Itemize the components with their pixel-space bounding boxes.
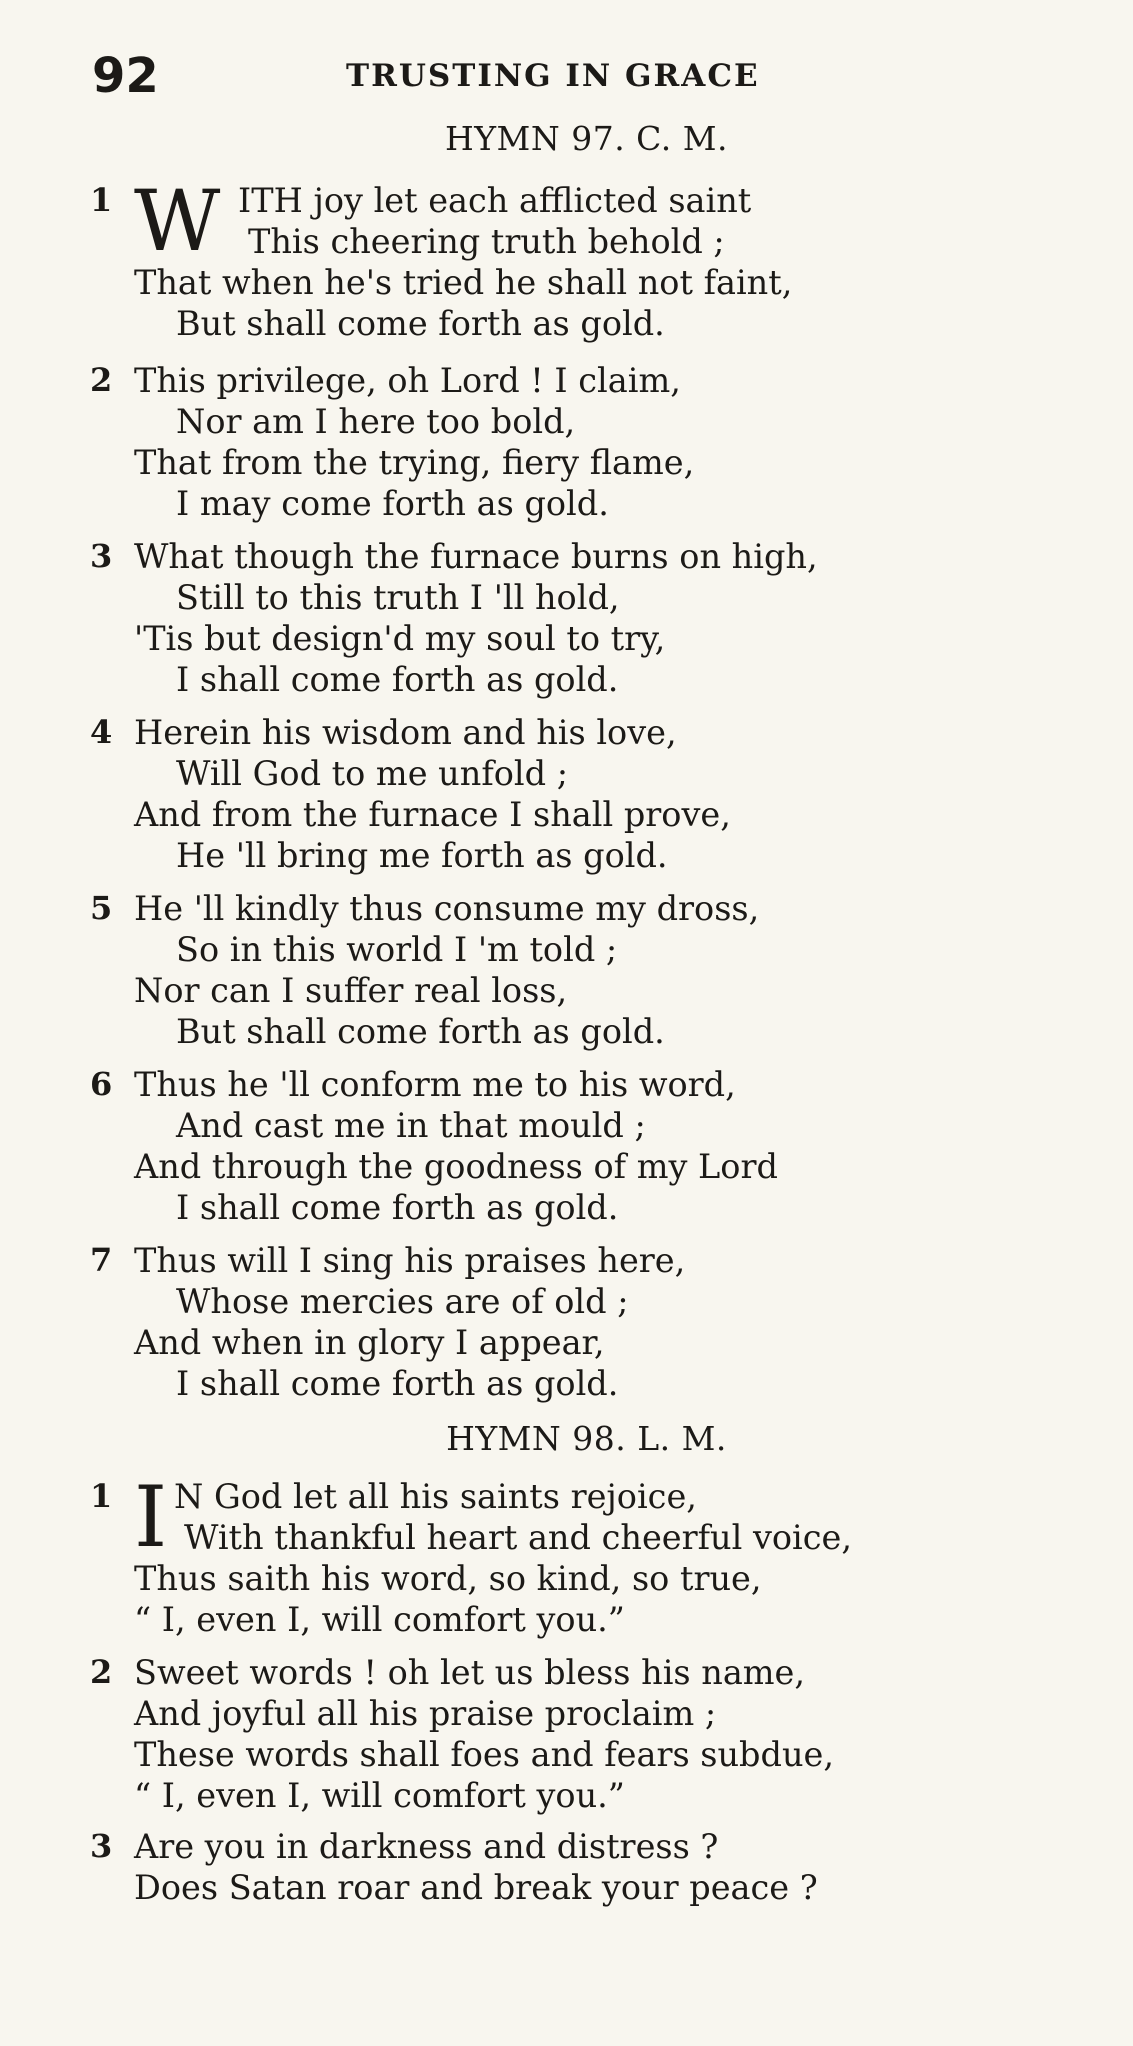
verse-line: He 'll bring me forth as gold. [176,836,668,875]
verse-line: And through the goodness of my Lord [134,1147,778,1186]
verse-line: “ I, even I, will comfort you.” [134,1600,625,1639]
verse-line: This privilege, oh Lord ! I claim, [134,361,681,400]
verse-line: That when he's tried he shall not faint, [134,263,793,302]
verse-line: Still to this truth I 'll hold, [176,578,620,617]
verse-line: I shall come forth as gold. [176,1188,619,1227]
verse-line: Does Satan roar and break your peace ? [134,1868,818,1907]
hymn-98-heading: HYMN 98. L. M. [446,1419,727,1458]
verse-number: 3 [90,537,113,575]
verse-number: 5 [90,889,113,927]
verse-line: With thankful heart and cheerful voice, [184,1518,852,1557]
verse-number: 2 [90,361,113,399]
verse-number: 1 [90,181,113,219]
verse-number: 6 [90,1065,113,1103]
page-number: 92 [92,48,159,104]
verse-line: That from the trying, fiery flame, [134,443,695,482]
verse-line: But shall come forth as gold. [176,1012,665,1051]
verse-line: Thus will I sing his praises here, [134,1241,686,1280]
verse-line: “ I, even I, will comfort you.” [134,1776,625,1815]
drop-cap: W [134,172,221,270]
verse-line: These words shall foes and fears subdue, [134,1735,834,1774]
verse-number: 3 [90,1827,113,1865]
verse-line: Thus saith his word, so kind, so true, [134,1559,762,1598]
verse-line: And from the furnace I shall prove, [134,795,731,834]
verse-line: Will God to me unfold ; [176,754,568,793]
verse-line: ITH joy let each afflicted saint [238,181,752,220]
verse-line: He 'll kindly thus consume my dross, [134,889,760,928]
verse-number: 2 [90,1653,113,1691]
verse-line: Thus he 'll conform me to his word, [134,1065,736,1104]
verse-line: What though the furnace burns on high, [134,537,818,576]
verse-number: 7 [90,1241,113,1279]
verse-line: But shall come forth as gold. [176,304,665,343]
verse-line: Are you in darkness and distress ? [134,1827,719,1866]
verse-line: 'Tis but design'd my soul to try, [134,619,666,658]
verse-line: And joyful all his praise proclaim ; [134,1694,717,1733]
verse-line: I shall come forth as gold. [176,660,619,699]
verse-number: 4 [90,713,113,751]
verse-line: Whose mercies are of old ; [176,1282,629,1321]
verse-line: N God let all his saints rejoice, [174,1477,697,1516]
drop-cap: I [134,1468,168,1566]
verse-line: So in this world I 'm told ; [176,930,618,969]
running-title: TRUSTING IN GRACE [346,58,760,94]
verse-line: And cast me in that mould ; [176,1106,646,1145]
verse-line: This cheering truth behold ; [248,222,725,261]
verse-line: Sweet words ! oh let us bless his name, [134,1653,806,1692]
verse-line: I shall come forth as gold. [176,1364,619,1403]
verse-line: Herein his wisdom and his love, [134,713,677,752]
hymn-97-heading: HYMN 97. C. M. [444,119,729,158]
verse-line: Nor am I here too bold, [176,402,576,441]
verse-number: 1 [90,1477,113,1515]
verse-line: I may come forth as gold. [176,484,609,523]
verse-line: Nor can I suffer real loss, [134,971,568,1010]
verse-line: And when in glory I appear, [134,1323,605,1362]
page-header [92,48,852,104]
